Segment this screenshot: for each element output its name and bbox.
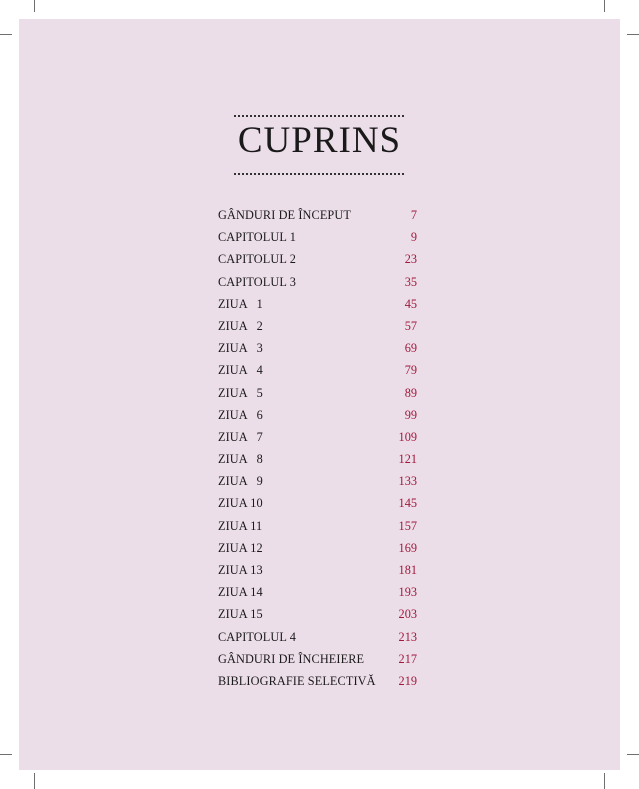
toc-entry	[218, 317, 428, 339]
toc-entry	[218, 494, 428, 516]
toc-entry	[218, 339, 428, 361]
toc-entry	[218, 228, 428, 250]
crop-mark-bottom-left-vertical	[34, 773, 35, 789]
toc-entry-page-number: 133	[398, 474, 417, 489]
toc-entry-page-number: 35	[404, 274, 417, 289]
toc-entry-label: CAPITOLUL 4	[218, 629, 296, 644]
toc-entry-label: ZIUA 9	[218, 474, 263, 489]
toc-entry	[218, 517, 428, 539]
toc-entry-label: GÂNDURI DE ÎNCHEIERE	[218, 651, 365, 666]
toc-entry-page-number: 203	[398, 607, 417, 622]
toc-entry	[218, 561, 428, 583]
toc-entry	[218, 206, 428, 228]
toc-entry-label: ZIUA 13	[218, 563, 263, 577]
toc-entry-page-number: 23	[404, 252, 417, 267]
toc-entry-label: ZIUA 8	[218, 452, 263, 467]
toc-entry-page-number: 219	[398, 673, 417, 688]
table-of-contents	[218, 206, 428, 694]
toc-entry-label: ZIUA 11	[218, 518, 263, 533]
toc-entry	[218, 472, 428, 494]
toc-entry	[218, 583, 428, 605]
title-top-dotted-rule	[234, 115, 404, 117]
toc-entry-page-number: 89	[404, 385, 417, 400]
toc-entry-page-number: 145	[398, 496, 417, 511]
toc-entry-page-number: 193	[398, 585, 417, 600]
toc-entry-page-number: 217	[398, 651, 417, 666]
toc-entry-page-number: 157	[398, 518, 417, 533]
toc-entry-label: ZIUA 7	[218, 429, 263, 444]
toc-entry-label: ZIUA 2	[218, 318, 263, 333]
crop-mark-bottom-right-vertical	[604, 773, 605, 789]
toc-entry-page-number: 181	[398, 563, 417, 577]
toc-entry-label: CAPITOLUL 2	[218, 252, 296, 267]
toc-entry-label: ZIUA 5	[218, 385, 263, 400]
toc-entry-label: ZIUA 12	[218, 540, 263, 555]
toc-entry-label: CAPITOLUL 3	[218, 274, 296, 289]
crop-mark-bottom-left-horizontal	[0, 754, 12, 755]
toc-entry-page-number: 7	[410, 208, 417, 222]
toc-entry-label: ZIUA 4	[218, 363, 263, 378]
toc-entry	[218, 672, 428, 694]
toc-entry-label: ZIUA 1	[218, 296, 263, 311]
toc-entry-page-number: 169	[398, 540, 417, 555]
toc-entry	[218, 361, 428, 383]
toc-entry-page-number: 57	[404, 318, 417, 333]
crop-mark-bottom-right-horizontal	[627, 754, 639, 755]
toc-entry	[218, 628, 428, 650]
toc-entry-page-number: 213	[398, 629, 417, 644]
toc-entry	[218, 605, 428, 627]
toc-entry-label: ZIUA 15	[218, 607, 263, 622]
crop-mark-top-left-vertical	[34, 0, 35, 12]
toc-entry	[218, 450, 428, 472]
toc-entry-label: ZIUA 3	[218, 341, 263, 356]
toc-entry	[218, 384, 428, 406]
toc-entry	[218, 250, 428, 272]
toc-entry-label: ZIUA 10	[218, 496, 263, 511]
crop-mark-top-right-vertical	[604, 0, 605, 12]
toc-entry	[218, 406, 428, 428]
toc-entry	[218, 539, 428, 561]
toc-entry-page-number: 9	[410, 230, 417, 245]
toc-entry	[218, 428, 428, 450]
toc-entry-label: CAPITOLUL 1	[218, 230, 296, 245]
toc-entry	[218, 273, 428, 295]
crop-mark-top-right-horizontal	[627, 34, 639, 35]
toc-entry-page-number: 69	[404, 341, 417, 356]
toc-entry-page-number: 121	[398, 452, 417, 467]
crop-mark-top-left-horizontal	[0, 34, 12, 35]
toc-entry-page-number: 79	[404, 363, 417, 378]
page-title: CUPRINS	[237, 120, 402, 161]
toc-entry-page-number: 45	[404, 296, 417, 311]
title-bottom-dotted-rule	[234, 173, 404, 175]
toc-entry-page-number: 109	[398, 429, 417, 444]
toc-entry-label: GÂNDURI DE ÎNCEPUT	[218, 208, 351, 222]
toc-entry	[218, 650, 428, 672]
toc-entry-label: BIBLIOGRAFIE SELECTIVĂ	[218, 673, 376, 688]
toc-entry	[218, 295, 428, 317]
toc-entry-page-number: 99	[404, 407, 417, 422]
toc-entry-label: ZIUA 14	[218, 585, 263, 600]
toc-entry-label: ZIUA 6	[218, 407, 263, 422]
